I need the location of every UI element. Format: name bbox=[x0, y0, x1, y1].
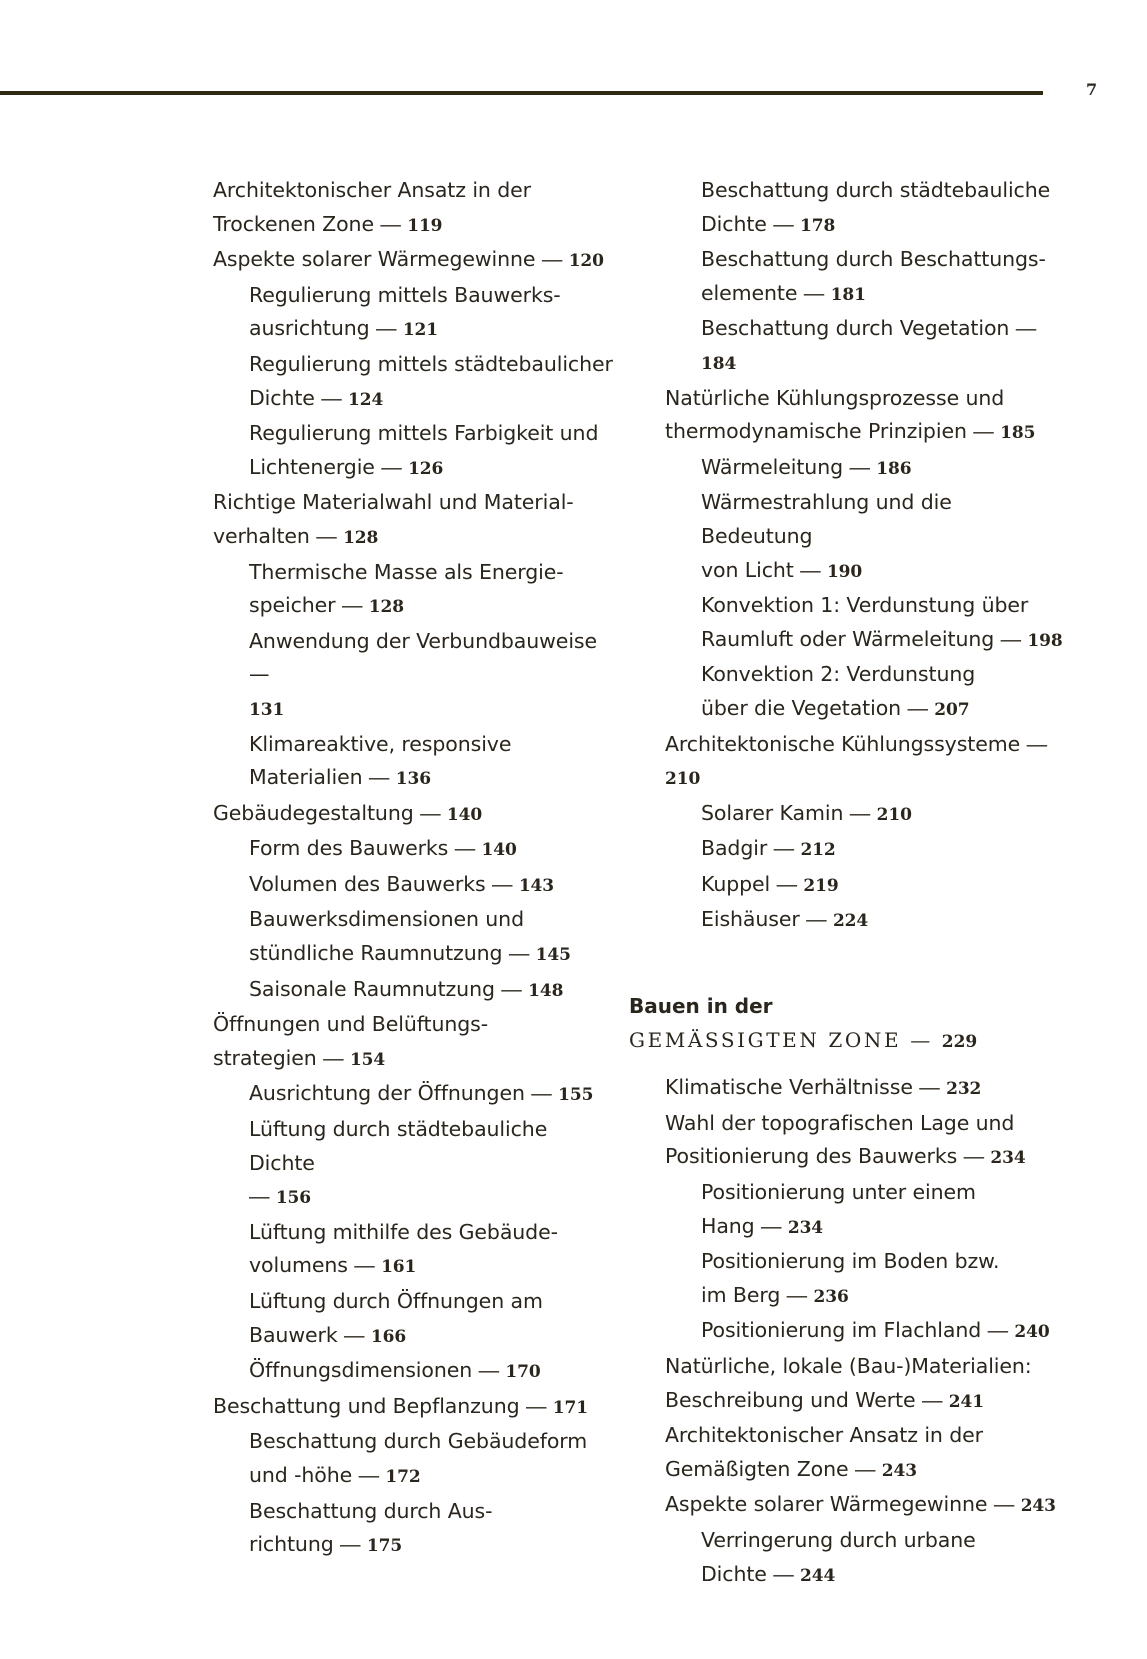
toc-entry[interactable] bbox=[213, 1495, 613, 1564]
toc-entry[interactable] bbox=[629, 1071, 1069, 1107]
toc-dash: — bbox=[541, 248, 563, 272]
toc-entry-line bbox=[701, 692, 1069, 728]
toc-page-number: 136 bbox=[395, 769, 431, 790]
toc-entry-line bbox=[701, 486, 1069, 553]
toc-entry-title: über die Vegetation bbox=[701, 695, 902, 720]
page-number: 7 bbox=[1086, 80, 1098, 99]
toc-entry[interactable] bbox=[213, 174, 613, 243]
toc-entry[interactable] bbox=[629, 658, 1069, 727]
toc-entry-title: Saisonale Raumnutzung bbox=[249, 976, 495, 1001]
toc-entry-title: im Berg bbox=[701, 1282, 781, 1307]
toc-entry-line bbox=[701, 312, 1069, 381]
toc-entry-line bbox=[701, 623, 1069, 659]
toc-dash: — bbox=[344, 1323, 365, 1347]
toc-entry-title: Verringerung durch urbane bbox=[701, 1527, 976, 1552]
toc-entry-title: elemente bbox=[701, 280, 798, 305]
toc-entry[interactable] bbox=[629, 243, 1069, 312]
toc-dash: — bbox=[525, 1394, 547, 1418]
toc-entry-title: Dichte bbox=[249, 385, 315, 410]
toc-entry[interactable] bbox=[629, 832, 1069, 868]
toc-entry[interactable] bbox=[629, 451, 1069, 487]
toc-entry-line bbox=[701, 208, 1069, 244]
toc-entry-line bbox=[249, 903, 613, 937]
toc-entry[interactable] bbox=[629, 1524, 1069, 1593]
toc-entry[interactable] bbox=[213, 1077, 613, 1113]
toc-dash: — bbox=[776, 872, 797, 896]
toc-page-number: 119 bbox=[407, 215, 443, 236]
toc-entry[interactable] bbox=[213, 1113, 613, 1216]
toc-page-number: 120 bbox=[568, 251, 604, 272]
toc-entry[interactable] bbox=[213, 348, 613, 417]
toc-entry-line bbox=[701, 1210, 1069, 1246]
toc-entry-line bbox=[665, 1140, 1069, 1176]
toc-dash: — bbox=[508, 942, 530, 966]
toc-entry-line bbox=[701, 1314, 1069, 1350]
toc-entry[interactable] bbox=[213, 1425, 613, 1494]
toc-entry-title: richtung bbox=[249, 1532, 334, 1557]
toc-entry-title: Kuppel bbox=[701, 871, 771, 896]
toc-entry-line bbox=[249, 279, 613, 313]
toc-dash: — bbox=[854, 1457, 876, 1481]
toc-entry[interactable] bbox=[213, 1008, 613, 1077]
toc-dash: — bbox=[773, 837, 795, 861]
toc-dash: — bbox=[316, 524, 337, 548]
toc-entry-line bbox=[249, 312, 613, 348]
toc-page-number: 124 bbox=[348, 389, 384, 410]
toc-entry-line bbox=[249, 589, 613, 625]
toc-entry-line bbox=[213, 174, 613, 208]
toc-dash: — bbox=[380, 212, 401, 236]
toc-entry-title: Trockenen Zone bbox=[213, 211, 374, 236]
toc-entry-line bbox=[701, 1524, 1069, 1558]
toc-dash: — bbox=[800, 558, 821, 582]
toc-entry-title: Beschattung durch Beschattungs- bbox=[701, 247, 1046, 272]
toc-page-number: 178 bbox=[800, 215, 836, 236]
toc-entry-line bbox=[249, 761, 613, 797]
toc-entry[interactable] bbox=[629, 728, 1069, 797]
toc-page-number: 241 bbox=[948, 1391, 984, 1412]
toc-entry-line bbox=[249, 1495, 613, 1529]
top-rule bbox=[0, 91, 1043, 95]
toc-entry-line bbox=[701, 589, 1069, 623]
toc-entry-line bbox=[249, 868, 613, 904]
toc-entry-title: Regulierung mittels Farbigkeit und bbox=[249, 421, 599, 446]
toc-entry-line bbox=[249, 625, 613, 692]
toc-dash: — bbox=[987, 1319, 1008, 1343]
toc-entry-line bbox=[213, 1042, 613, 1078]
toc-entry-title: Beschattung durch städtebauliche bbox=[701, 178, 1051, 202]
toc-page-number: 140 bbox=[481, 840, 517, 861]
toc-entry[interactable] bbox=[213, 728, 613, 797]
toc-entry-title: Regulierung mittels städtebaulicher bbox=[249, 351, 613, 376]
toc-entry-title: Aspekte solarer Wärmegewinne bbox=[213, 247, 536, 272]
toc-entry-title: Lichtenergie bbox=[249, 454, 375, 479]
toc-dash: — bbox=[531, 1082, 552, 1106]
section-heading[interactable] bbox=[629, 990, 1069, 1059]
toc-dash: — bbox=[849, 455, 870, 479]
toc-entry-line bbox=[701, 658, 1069, 692]
toc-entry-title: Richtige Materialwahl und Material- bbox=[213, 490, 574, 515]
toc-page-number: 175 bbox=[366, 1536, 403, 1557]
toc-right-top-list bbox=[629, 174, 1069, 939]
toc-entry[interactable] bbox=[213, 832, 613, 868]
toc-page-number: 166 bbox=[370, 1326, 407, 1347]
toc-entry-title: Beschattung durch Vegetation bbox=[701, 316, 1010, 341]
toc-entry-line bbox=[665, 1419, 1069, 1453]
toc-entry[interactable] bbox=[213, 868, 613, 904]
toc-entry-line bbox=[249, 1319, 613, 1355]
toc-dash: — bbox=[491, 872, 513, 896]
toc-entry-line bbox=[665, 728, 1069, 797]
toc-entry-title: Materialien bbox=[249, 765, 363, 790]
toc-entry[interactable] bbox=[629, 1176, 1069, 1245]
toc-page-number: 170 bbox=[505, 1362, 541, 1383]
toc-entry[interactable] bbox=[213, 556, 613, 625]
toc-entry-line bbox=[249, 451, 613, 487]
toc-entry-line bbox=[701, 797, 1069, 833]
toc-entry-line bbox=[665, 1453, 1069, 1489]
toc-dash: — bbox=[919, 1076, 940, 1100]
toc-entry[interactable] bbox=[629, 382, 1069, 451]
toc-entry-title: stündliche Raumnutzung bbox=[249, 941, 503, 966]
toc-page-number: 128 bbox=[368, 597, 404, 618]
toc-page-number: 126 bbox=[408, 458, 444, 479]
toc-entry-line bbox=[701, 243, 1069, 277]
toc-entry-title: Thermische Masse als Energie- bbox=[249, 559, 564, 584]
toc-page-number: 219 bbox=[803, 875, 839, 896]
toc-left-column bbox=[213, 174, 613, 1564]
toc-page-number: 234 bbox=[787, 1217, 824, 1238]
toc-page-number: 186 bbox=[876, 458, 912, 479]
toc-entry-title: strategien bbox=[213, 1045, 317, 1070]
toc-entry[interactable] bbox=[629, 1245, 1069, 1314]
toc-entry-title: von Licht bbox=[701, 557, 794, 582]
toc-entry[interactable] bbox=[213, 1390, 613, 1426]
toc-entry-line bbox=[249, 728, 613, 762]
toc-dash: — bbox=[773, 1562, 794, 1586]
toc-dash: — bbox=[420, 801, 441, 825]
toc-entry-title: Klimareaktive, responsive bbox=[249, 731, 512, 756]
toc-entry-title: Solarer Kamin bbox=[701, 800, 844, 825]
toc-page-number: 236 bbox=[813, 1286, 849, 1307]
toc-entry-line bbox=[249, 1113, 613, 1180]
toc-entry[interactable] bbox=[629, 1107, 1069, 1176]
toc-entry-line bbox=[665, 1071, 1069, 1107]
toc-dash: — bbox=[907, 696, 928, 720]
toc-entry-line bbox=[213, 486, 613, 520]
toc-entry-title: Gemäßigten Zone bbox=[665, 1456, 849, 1481]
toc-entry-line bbox=[701, 451, 1069, 487]
toc-dash: — bbox=[321, 386, 342, 410]
toc-dash: — bbox=[786, 1283, 808, 1307]
toc-page-number: 155 bbox=[558, 1085, 594, 1106]
toc-entry-title: Hang bbox=[701, 1213, 755, 1238]
toc-entry-line bbox=[249, 1249, 613, 1285]
toc-dash: — bbox=[375, 317, 397, 341]
toc-page-number: 234 bbox=[990, 1148, 1026, 1169]
toc-entry[interactable] bbox=[629, 1419, 1069, 1488]
toc-page-number: 212 bbox=[800, 840, 836, 861]
toc-entry-title: Anwendung der Verbundbauweise — bbox=[249, 628, 598, 687]
toc-entry-line bbox=[249, 832, 613, 868]
toc-entry-line bbox=[701, 832, 1069, 868]
toc-entry-line bbox=[249, 556, 613, 590]
toc-entry-title: Positionierung des Bauwerks bbox=[665, 1144, 958, 1169]
toc-entry-line bbox=[665, 382, 1069, 416]
toc-entry[interactable] bbox=[213, 486, 613, 555]
toc-entry-line bbox=[249, 1180, 613, 1216]
toc-dash: — bbox=[803, 281, 825, 305]
toc-entry-line bbox=[665, 1488, 1069, 1524]
toc-entry[interactable] bbox=[213, 1285, 613, 1354]
toc-page-number: 140 bbox=[446, 804, 483, 825]
toc-dash: — bbox=[501, 977, 522, 1001]
section-page-number: 229 bbox=[941, 1031, 978, 1052]
toc-page-number: 121 bbox=[402, 320, 438, 341]
toc-entry-title: Positionierung im Boden bzw. bbox=[701, 1249, 1000, 1274]
toc-entry-title: volumens bbox=[249, 1253, 348, 1278]
toc-page-number: 198 bbox=[1027, 630, 1063, 651]
toc-dash: — bbox=[1000, 627, 1021, 651]
toc-page-number: 190 bbox=[826, 561, 863, 582]
toc-page-number: 232 bbox=[946, 1079, 982, 1100]
toc-entry[interactable] bbox=[629, 1488, 1069, 1524]
toc-entry[interactable] bbox=[629, 868, 1069, 904]
toc-entry-line bbox=[665, 1107, 1069, 1141]
toc-entry-title: Wärmestrahlung und die Bedeutung bbox=[701, 490, 952, 548]
section-heading-line2 bbox=[629, 1024, 1069, 1060]
toc-dash: — bbox=[358, 1463, 379, 1487]
toc-entry-title: Eishäuser bbox=[701, 907, 800, 932]
toc-entry-line bbox=[249, 1216, 613, 1250]
toc-entry[interactable] bbox=[213, 1216, 613, 1285]
toc-page-number: 181 bbox=[830, 284, 866, 305]
toc-entry-line bbox=[249, 1285, 613, 1319]
toc-entry-line bbox=[249, 1354, 613, 1390]
toc-entry[interactable] bbox=[213, 625, 613, 728]
toc-entry-title: Öffnungsdimensionen bbox=[249, 1358, 473, 1383]
toc-entry[interactable] bbox=[213, 243, 613, 279]
toc-dash: — bbox=[1026, 732, 1047, 756]
toc-page-number: 171 bbox=[552, 1397, 588, 1418]
toc-dash: — bbox=[963, 1145, 984, 1169]
toc-dash: — bbox=[381, 455, 402, 479]
toc-page-number: 243 bbox=[881, 1460, 917, 1481]
toc-entry-title: Gebäudegestaltung bbox=[213, 800, 414, 825]
toc-page-number: 210 bbox=[876, 804, 912, 825]
toc-entry-title: thermodynamische Prinzipien bbox=[665, 419, 967, 444]
toc-dash: — bbox=[973, 420, 994, 444]
toc-page-number: 244 bbox=[800, 1565, 836, 1586]
toc-page-number: 172 bbox=[385, 1466, 421, 1487]
toc-entry[interactable] bbox=[629, 312, 1069, 381]
toc-entry[interactable] bbox=[213, 973, 613, 1009]
toc-entry-line bbox=[665, 1384, 1069, 1420]
toc-entry-line bbox=[701, 554, 1069, 590]
toc-entry-line bbox=[213, 797, 613, 833]
toc-entry-line bbox=[249, 348, 613, 382]
toc-entry-title: Architektonischer Ansatz in der bbox=[665, 1423, 983, 1448]
toc-entry-line bbox=[213, 208, 613, 244]
toc-dash: — bbox=[340, 1533, 361, 1557]
toc-entry-line bbox=[249, 973, 613, 1009]
toc-entry-title: Beschattung durch Gebäudeform bbox=[249, 1429, 588, 1454]
toc-page-number: 240 bbox=[1014, 1322, 1050, 1343]
toc-entry-title: Wärmeleitung bbox=[701, 454, 844, 479]
section-dash: — bbox=[910, 1027, 933, 1052]
toc-entry-title: Dichte bbox=[701, 211, 767, 236]
toc-entry-title: Beschattung durch Aus- bbox=[249, 1498, 493, 1523]
toc-entry[interactable] bbox=[213, 1354, 613, 1390]
toc-entry-line bbox=[249, 1425, 613, 1459]
toc-entry-title: Architektonischer Ansatz in der bbox=[213, 178, 531, 202]
toc-entry[interactable] bbox=[629, 486, 1069, 589]
toc-page-number: 145 bbox=[535, 945, 571, 966]
toc-page-number: 185 bbox=[1000, 423, 1036, 444]
toc-entry-title: Form des Bauwerks bbox=[249, 836, 449, 861]
toc-entry[interactable] bbox=[629, 903, 1069, 939]
toc-right-column bbox=[629, 174, 1069, 1593]
toc-page-number: 154 bbox=[349, 1049, 386, 1070]
toc-entry[interactable] bbox=[213, 903, 613, 972]
toc-dash: — bbox=[323, 1046, 344, 1070]
toc-entry-line bbox=[249, 417, 613, 451]
toc-entry-title: Lüftung durch Öffnungen am bbox=[249, 1289, 543, 1313]
toc-page-number: 131 bbox=[249, 699, 285, 720]
toc-entry[interactable] bbox=[629, 1350, 1069, 1419]
toc-entry-line bbox=[665, 415, 1069, 451]
toc-dash: — bbox=[806, 908, 827, 932]
toc-entry-title: Beschreibung und Werte bbox=[665, 1387, 916, 1412]
toc-entry[interactable] bbox=[213, 279, 613, 348]
toc-entry-line bbox=[665, 1350, 1069, 1384]
toc-entry-title: Positionierung im Flachland bbox=[701, 1318, 982, 1343]
toc-entry-title: verhalten bbox=[213, 523, 310, 548]
toc-entry-title: Konvektion 1: Verdunstung über bbox=[701, 593, 1029, 618]
toc-page-number: 143 bbox=[518, 875, 554, 896]
toc-dash: — bbox=[849, 801, 871, 825]
toc-dash: — bbox=[921, 1388, 943, 1412]
toc-dash: — bbox=[1015, 317, 1037, 341]
toc-entry-title: Badgir bbox=[701, 836, 768, 861]
toc-entry-line bbox=[213, 520, 613, 556]
toc-dash: — bbox=[249, 1185, 270, 1209]
toc-dash: — bbox=[993, 1493, 1015, 1517]
toc-entry-line bbox=[249, 382, 613, 418]
toc-entry-title: Wahl der topografischen Lage und bbox=[665, 1110, 1015, 1135]
toc-entry-title: Architektonische Kühlungssysteme bbox=[665, 731, 1021, 756]
toc-entry-title: Volumen des Bauwerks bbox=[249, 871, 486, 896]
toc-right-bottom-list bbox=[629, 1071, 1069, 1593]
toc-entry-title: Bauwerk bbox=[249, 1322, 338, 1347]
toc-dash: — bbox=[761, 1214, 782, 1238]
toc-page-number: 207 bbox=[934, 699, 970, 720]
toc-dash: — bbox=[341, 594, 363, 618]
toc-dash: — bbox=[454, 837, 476, 861]
toc-entry-title: Dichte bbox=[701, 1561, 767, 1586]
toc-entry-title: Lüftung durch städtebauliche Dichte bbox=[249, 1117, 548, 1175]
toc-entry[interactable] bbox=[629, 797, 1069, 833]
toc-page-number: 210 bbox=[665, 769, 701, 790]
toc-entry-line bbox=[701, 174, 1069, 208]
toc-entry-title: Natürliche, lokale (Bau-)Materialien: bbox=[665, 1354, 1032, 1378]
toc-entry-line bbox=[701, 1558, 1069, 1594]
toc-entry[interactable] bbox=[213, 417, 613, 486]
toc-entry[interactable] bbox=[629, 174, 1069, 243]
toc-entry-line bbox=[701, 277, 1069, 313]
toc-entry-title: Raumluft oder Wärmeleitung bbox=[701, 626, 995, 651]
toc-entry-line bbox=[249, 1459, 613, 1495]
section-heading-line1: Bauen in der bbox=[629, 994, 773, 1019]
toc-entry-line bbox=[701, 1176, 1069, 1210]
section-heading-title: GEMÄSSIGTEN ZONE bbox=[629, 1027, 902, 1052]
toc-entry-title: Konvektion 2: Verdunstung bbox=[701, 662, 976, 687]
toc-entry-line bbox=[701, 903, 1069, 939]
toc-entry-title: Aspekte solarer Wärmegewinne bbox=[665, 1492, 988, 1517]
toc-entry-title: Ausrichtung der Öffnungen bbox=[249, 1081, 525, 1106]
toc-entry-title: Beschattung und Bepflanzung bbox=[213, 1393, 520, 1418]
toc-entry-title: Klimatische Verhältnisse bbox=[665, 1075, 913, 1100]
toc-page-number: 224 bbox=[832, 911, 869, 932]
toc-entry[interactable] bbox=[629, 589, 1069, 658]
toc-entry-line bbox=[701, 868, 1069, 904]
toc-page-number: 156 bbox=[275, 1188, 312, 1209]
toc-entry-title: speicher bbox=[249, 593, 336, 618]
toc-entry-title: Regulierung mittels Bauwerks- bbox=[249, 282, 561, 307]
toc-page-number: 128 bbox=[343, 527, 379, 548]
toc-entry-line bbox=[249, 1077, 613, 1113]
toc-entry-title: Bauwerksdimensionen und bbox=[249, 907, 524, 932]
toc-entry-line bbox=[701, 1245, 1069, 1279]
toc-page-number: 148 bbox=[528, 980, 564, 1001]
toc-entry-line bbox=[249, 1528, 613, 1564]
toc-entry-title: Öffnungen und Belüftungs- bbox=[213, 1012, 489, 1037]
toc-page-number: 161 bbox=[381, 1257, 417, 1278]
toc-entry-title: Lüftung mithilfe des Gebäude- bbox=[249, 1219, 558, 1244]
toc-entry-line bbox=[213, 243, 613, 279]
toc-entry-title: ausrichtung bbox=[249, 316, 370, 341]
toc-page-number: 184 bbox=[701, 353, 737, 374]
toc-entry-line bbox=[249, 692, 613, 728]
toc-entry-line bbox=[249, 937, 613, 973]
toc-page-number: 243 bbox=[1020, 1496, 1056, 1517]
toc-dash: — bbox=[368, 766, 390, 790]
toc-entry-line bbox=[213, 1390, 613, 1426]
toc-dash: — bbox=[478, 1359, 499, 1383]
toc-entry-line bbox=[213, 1008, 613, 1042]
toc-entry-line bbox=[701, 1279, 1069, 1315]
toc-entry[interactable] bbox=[629, 1314, 1069, 1350]
toc-entry-title: und -höhe bbox=[249, 1462, 353, 1487]
toc-entry-title: Positionierung unter einem bbox=[701, 1180, 976, 1205]
toc-dash: — bbox=[773, 212, 794, 236]
toc-dash: — bbox=[354, 1254, 375, 1278]
toc-entry-title: Natürliche Kühlungsprozesse und bbox=[665, 385, 1005, 410]
toc-entry[interactable] bbox=[213, 797, 613, 833]
